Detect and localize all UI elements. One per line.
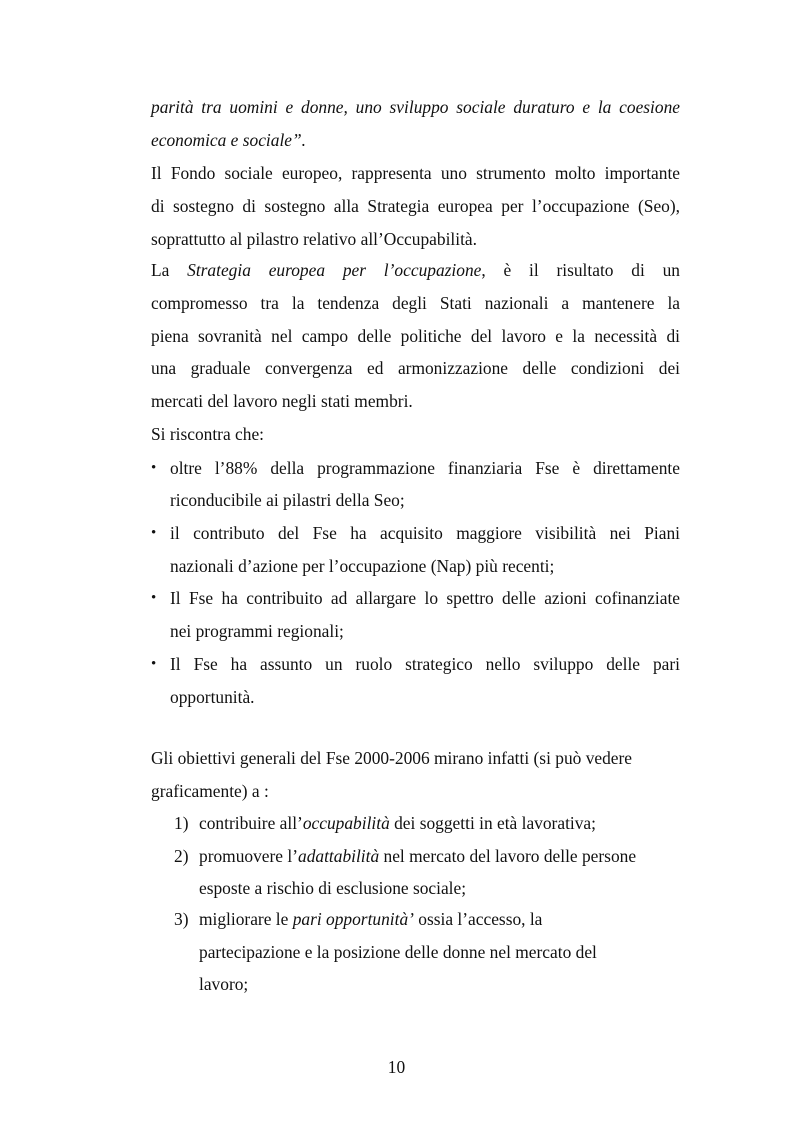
para3-line2: compromesso tra la tendenza degli Stati nazionali a mantenere la	[151, 293, 680, 313]
para3-line1-post: , è il risultato di un	[481, 260, 680, 280]
numbered-2-line1	[199, 843, 680, 869]
para4-line2: graficamente) a :	[151, 781, 269, 801]
para3-line4: una graduale convergenza ed armonizzazione delle condizioni dei	[151, 358, 680, 378]
numbered-3-pre: migliorare le	[199, 909, 293, 929]
para1-line1: parità tra uomini e donne, uno sviluppo sociale duraturo e la coesione	[151, 97, 680, 117]
para3-line1-italic: Strategia europea per l’occupazione	[187, 260, 482, 280]
para3-line3: piena sovranità nel campo delle politiche del lavoro e la necessità di	[151, 326, 680, 346]
numbered-2-post: nel mercato del lavoro delle persone	[379, 846, 637, 866]
numbered-2-marker: 2)	[174, 846, 189, 866]
para2-line1: Il Fondo sociale europeo, rappresenta uno strumento molto importante	[151, 163, 680, 183]
bullet-2-line1: il contributo del Fse ha acquisito maggiore visibilità nei Piani	[170, 523, 680, 543]
numbered-3-post: ossia l’accesso, la	[413, 909, 543, 929]
bullet-3-line2: nei programmi regionali;	[170, 621, 344, 641]
bullet-3-line1: Il Fse ha contribuito ad allargare lo spettro delle azioni cofinanziate	[170, 588, 680, 608]
para2-line3: soprattutto al pilastro relativo all’Occupabilità.	[151, 229, 477, 249]
bullet-icon: •	[151, 656, 157, 672]
bullet-icon: •	[151, 460, 157, 476]
numbered-2-italic: adattabilità	[298, 846, 380, 866]
page-number: 10	[387, 1057, 406, 1077]
para2-line2: di sostegno di sostegno alla Strategia europea per l’occupazione (Seo),	[151, 196, 680, 216]
numbered-2-line2: esposte a rischio di esclusione sociale;	[199, 878, 467, 898]
para1-line2: economica e sociale”.	[151, 130, 307, 150]
bullet-icon: •	[151, 590, 157, 606]
bullet-icon: •	[151, 525, 157, 541]
para3-line1-pre: La	[151, 260, 188, 280]
numbered-3-line1	[199, 906, 680, 932]
numbered-1-post: dei soggetti in età lavorativa;	[389, 813, 596, 833]
bullet-4-line1: Il Fse ha assunto un ruolo strategico nello sviluppo delle pari	[170, 654, 680, 674]
numbered-1-italic: occupabilità	[302, 813, 390, 833]
numbered-3-italic: pari opportunità’	[292, 909, 414, 929]
bullet-1-line1: oltre l’88% della programmazione finanziaria Fse è direttamente	[170, 458, 680, 478]
bullet-2-line2: nazionali d’azione per l’occupazione (Nap) più recenti;	[170, 556, 555, 576]
para4-line1: Gli obiettivi generali del Fse 2000-2006 mirano infatti (si può vedere	[151, 748, 633, 768]
list-intro: Si riscontra che:	[151, 424, 265, 444]
numbered-3-line2: partecipazione e la posizione delle donne nel mercato del	[199, 942, 597, 962]
numbered-1-pre: contribuire all’	[199, 813, 303, 833]
bullet-1-line2: riconducibile ai pilastri della Seo;	[170, 490, 405, 510]
para3-line5: mercati del lavoro negli stati membri.	[151, 391, 413, 411]
numbered-2-pre: promuovere l’	[199, 846, 298, 866]
para3-line1	[151, 257, 680, 283]
bullet-4-line2: opportunità.	[170, 687, 255, 707]
numbered-3-marker: 3)	[174, 909, 189, 929]
numbered-3-line3: lavoro;	[199, 974, 249, 994]
numbered-1-marker: 1)	[174, 813, 189, 833]
numbered-1-line1	[199, 810, 680, 836]
